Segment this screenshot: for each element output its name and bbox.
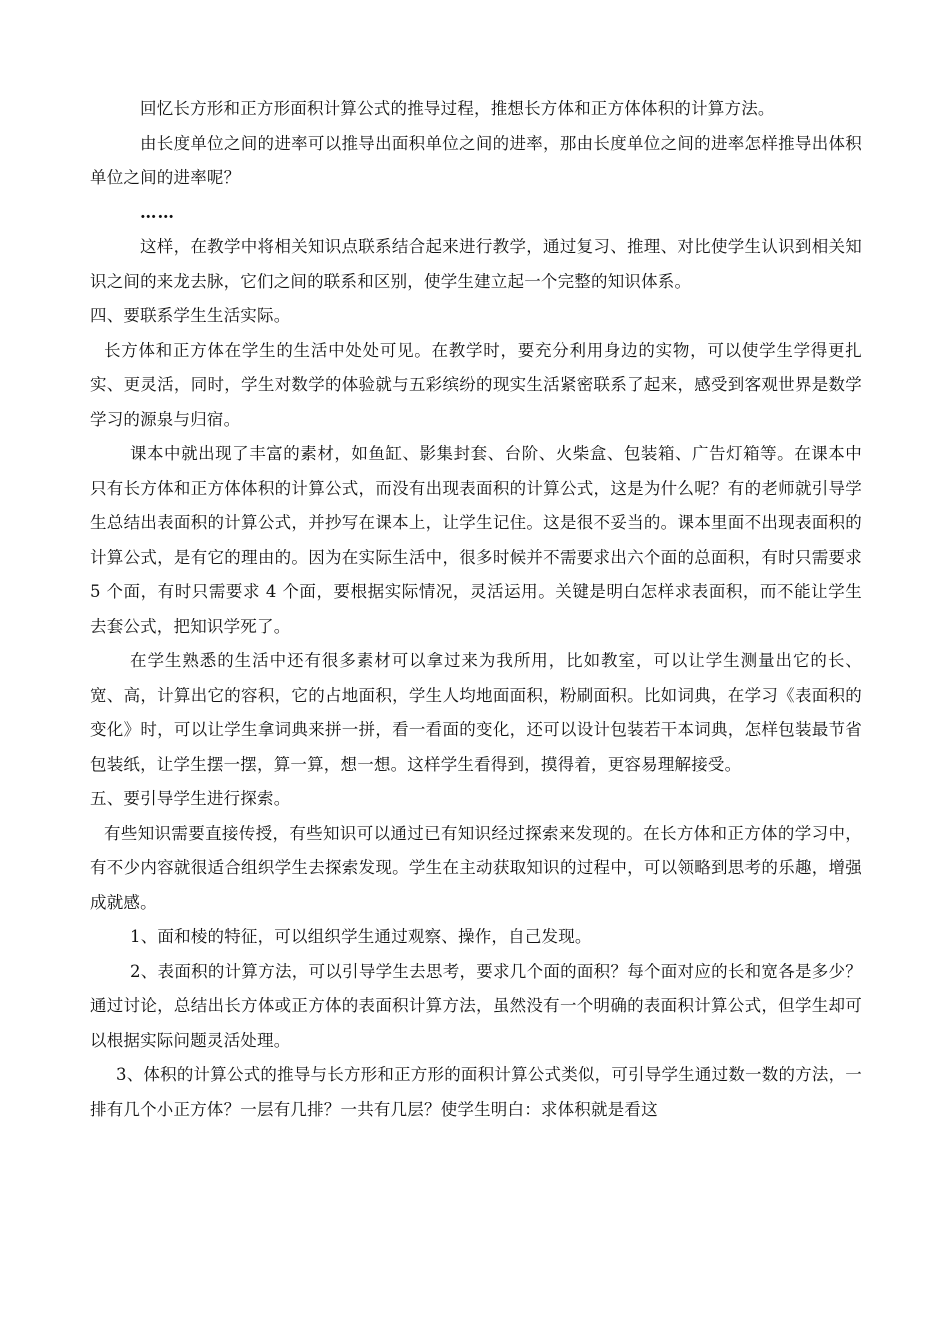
paragraph: 课本中就出现了丰富的素材，如鱼缸、影集封套、台阶、火柴盒、包装箱、广告灯箱等。在课本中只有长方体和正方体体积的计算公式，而没有出现表面积的计算公式，这是为什么呢？有的老师就引导学生总结出表面积的计算公式，并抄写在课本上，让学生记住。这是很不妥当的。课本里面不出现表面积的计算公式，是有它的理由的。因为在实际生活中，很多时候并不需要求出六个面的总面积，有时只需要求 5 个面，有时只需要求 4 个面，要根据实际情况，灵活运用。关键是明白怎样求表面积，而不能让学生去套公式，把知识学死了。 [90, 444, 862, 636]
paragraph: 在学生熟悉的生活中还有很多素材可以拿过来为我所用，比如教室，可以让学生测量出它的长、宽、高，计算出它的容积，它的占地面积，学生人均地面面积，粉刷面积。比如词典，在学习《表面积的变化》时，可以让学生拿词典来拼一拼，看一看面的变化，还可以设计包装若干本词典，怎样包装最节省包装纸，让学生摆一摆，算一算，想一想。这样学生看得到，摸得着，更容易理解接受。 [90, 651, 862, 774]
ellipsis: …… [140, 202, 175, 222]
paragraph: 长方体和正方体在学生的生活中处处可见。在教学时，要充分利用身边的实物，可以使学生学得更扎实、更灵活，同时，学生对数学的体验就与五彩缤纷的现实生活紧密联系了起来，感受到客观世界是数学学习的源泉与归宿。 [90, 340, 862, 429]
list-item: 1、面和棱的特征，可以组织学生通过观察、操作，自己发现。 [130, 927, 592, 946]
section-heading: 五、要引导学生进行探索。 [90, 789, 291, 808]
paragraph: 回忆长方形和正方形面积计算公式的推导过程，推想长方体和正方体体积的计算方法。 [140, 99, 775, 118]
section-heading: 四、要联系学生生活实际。 [90, 306, 291, 325]
list-item: 3、体积的计算公式的推导与长方形和正方形的面积计算公式类似，可引导学生通过数一数的方法，一排有几个小正方体？一层有几排？一共有几层？使学生明白：求体积就是看这 [90, 1065, 862, 1119]
paragraph: 这样，在教学中将相关知识点联系结合起来进行教学，通过复习、推理、对比使学生认识到相关知识之间的来龙去脉，它们之间的联系和区别，使学生建立起一个完整的知识体系。 [90, 237, 862, 291]
paragraph: 由长度单位之间的进率可以推导出面积单位之间的进率，那由长度单位之间的进率怎样推导出体积单位之间的进率呢？ [90, 133, 862, 187]
document-page [90, 92, 862, 1127]
paragraph: 有些知识需要直接传授，有些知识可以通过已有知识经过探索来发现的。在长方体和正方体的学习中，有不少内容就很适合组织学生去探索发现。学生在主动获取知识的过程中，可以领略到思考的乐趣，增强成就感。 [90, 823, 862, 912]
list-item: 2、表面积的计算方法，可以引导学生去思考，要求几个面的面积？每个面对应的长和宽各是多少？通过讨论，总结出长方体或正方体的表面积计算方法，虽然没有一个明确的表面积计算公式，但学生却可以根据实际问题灵活处理。 [90, 961, 862, 1050]
